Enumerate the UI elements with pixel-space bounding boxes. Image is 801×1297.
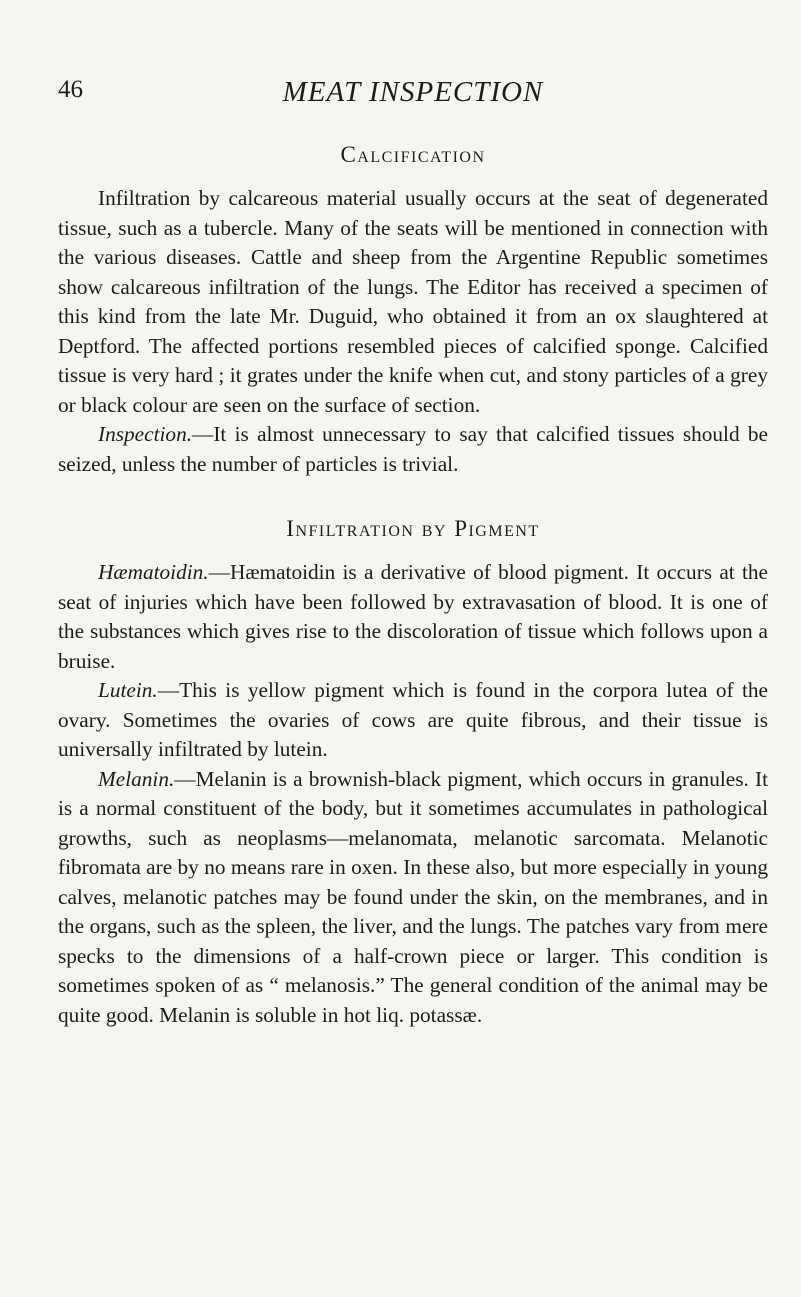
paragraph-text: —This is yellow pigment which is found in the corpora lutea of the ovary. Sometimes the ovaries of cows are quite fibrous, and their tissue is universally infiltrated by lutein. <box>58 678 768 761</box>
paragraph-lutein <box>58 676 768 765</box>
paragraph-term: Lutein. <box>98 678 158 702</box>
page-body <box>58 140 768 1030</box>
section-heading-infiltration-by-pigment: Infiltration by Pigment <box>286 516 540 541</box>
paragraph-text: —Melanin is a brownish-black pigment, which occurs in granules. It is a normal constituent of the body, but it sometimes accumulates in pathological growths, such as neoplasms—melanomata, melanotic sarcomata. Melanotic fibromata are by no means rare in oxen. In these also, but more especially in young calves, melanotic patches may be found under the skin, on the membranes, and in the organs, such as the spleen, the liver, and the lungs. The patches vary from mere specks to the dimensions of a half-crown piece or larger. This condition is sometimes spoken of as “ melanosis.” The general condition of the animal may be quite good. Melanin is soluble in hot liq. potassæ. <box>58 766 768 1027</box>
paragraph-text: Infiltration by calcareous material usually occurs at the seat of degenerated tissue, such as a tubercle. Many of the seats will be mentioned in connection with the various diseases. Cattle and sheep from the Argentine Republic sometimes show calcareous infiltration of the lungs. The Editor has received a specimen of this kind from the late Mr. Duguid, who obtained it from an ox slaughtered at Deptford. The affected portions resembled pieces of calcified sponge. Calcified tissue is very hard ; it grates under the knife when cut, and stony particles of a grey or black colour are seen on the surface of section. <box>58 186 768 417</box>
page-number: 46 <box>58 76 83 103</box>
page-header <box>58 76 768 116</box>
section-heading-calcification: Calcification <box>340 142 486 167</box>
paragraph-melanin <box>58 765 768 1031</box>
paragraph-text: —Hæmatoidin is a derivative of blood pigment. It occurs at the seat of injuries which have been followed by extravasation of blood. It is one of the substances which gives rise to the discoloration of tissue which follows upon a bruise. <box>58 560 768 673</box>
paragraph-term: Hæmatoidin. <box>98 560 209 584</box>
paragraph-inspection <box>58 420 768 479</box>
paragraph-calcification <box>58 184 768 420</box>
paragraph-term: Melanin. <box>98 766 175 791</box>
running-head: MEAT INSPECTION <box>282 76 544 108</box>
paragraph-term: Inspection. <box>98 422 193 446</box>
paragraph-text: —It is almost unnecessary to say that calcified tissues should be seized, unless the number of particles is trivial. <box>58 422 768 476</box>
paragraph-haematoidin <box>58 558 768 676</box>
